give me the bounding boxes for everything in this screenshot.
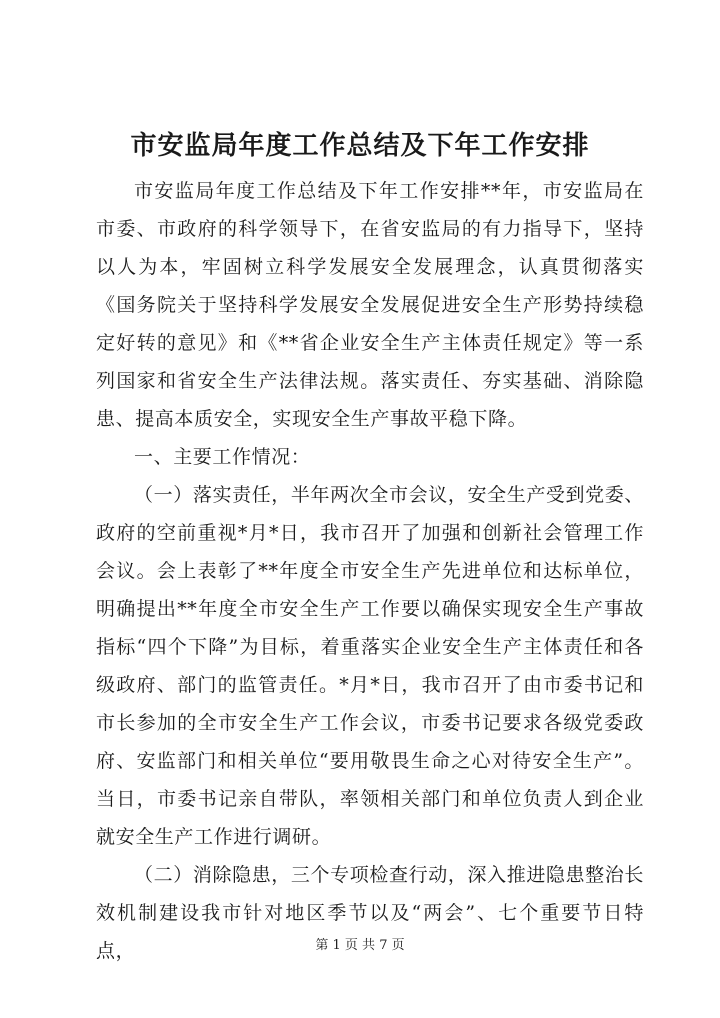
intro-paragraph: 市安监局年度工作总结及下年工作安排**年，市安监局在市委、市政府的科学领导下，在省安监局的有力指导下，坚持以人为本，牢固树立科学发展安全发展理念，认真贯彻落实《国务院关于坚持科学发展安全发展促进安全生产形势持续稳定好转的意见》和《**省企业安全生产主体责任规定》等一系列国家和省安全生产法律法规。落实责任、夯实基础、消除隐患、提高本质安全，实现安全生产事故平稳下降。 xyxy=(96,180,644,430)
section-heading-main-work: 一、主要工作情况： xyxy=(134,446,311,468)
page-footer: 第 1 页 共 7 页 xyxy=(315,938,405,953)
subsection-paragraph-hazards: （二）消除隐患，三个专项检查行动，深入推进隐患整治长效机制建设我市针对地区季节以及“两会”、七个重要节日特点， xyxy=(96,864,644,962)
subsection-paragraph-responsibility: （一）落实责任，半年两次全市会议，安全生产受到党委、政府的空前重视*月*日，我市召开了加强和创新社会管理工作会议。会上表彰了**年度全市安全生产先进单位和达标单位，明确提出**年度全市安全生产工作要以确保实现安全生产事故指标“四个下降”为目标，着重落实企业安全生产主体责任和各级政府、部门的监管责任。*月*日，我市召开了由市委书记和市长参加的全市安全生产工作会议，市委书记要求各级党委政府、安监部门和相关单位“要用敬畏生命之心对待安全生产”。当日，市委书记亲自带队，率领相关部门和单位负责人到企业就安全生产工作进行调研。 xyxy=(96,484,644,848)
document-title: 市安监局年度工作总结及下年工作安排 xyxy=(130,131,590,161)
document-body xyxy=(96,172,644,970)
